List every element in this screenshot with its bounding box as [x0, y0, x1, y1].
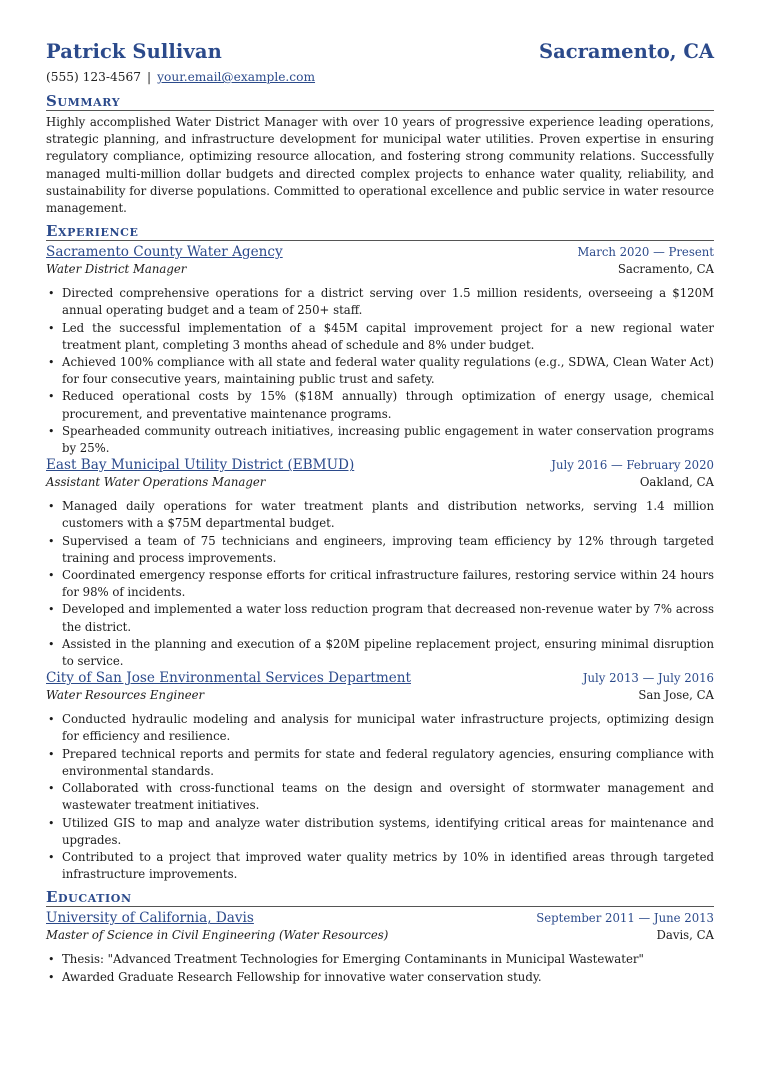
- employer-link[interactable]: Sacramento County Water Agency: [46, 244, 283, 261]
- list-item: • Contributed to a project that improved water quality metrics by 10% in identified areas through targeted infrastructure improvements.: [62, 849, 714, 883]
- contact-separator: |: [147, 70, 152, 84]
- list-item: • Managed daily operations for water treatment plants and distribution networks, serving 1.4 million customers with a $75M departmental budget.: [62, 498, 714, 532]
- candidate-location: Sacramento, CA: [539, 40, 714, 63]
- summary-text: Highly accomplished Water District Manager with over 10 years of progressive experience leading operations, strategic planning, and infrastructure development for municipal water utilities. Proven expertise in ensuring regulatory compliance, optimizing resource allocation, and fostering strong community relations. Successfully managed multi-million dollar budgets and directed complex projects to enhance water quality, reliability, and sustainability for diverse populations. Committed to operational excellence and public service in water resource management.: [46, 115, 714, 216]
- list-item: • Directed comprehensive operations for a district serving over 1.5 million residents, overseeing a $120M annual operating budget and a team of 250+ staff.: [62, 285, 714, 319]
- education-dates: September 2011 — June 2013: [536, 911, 714, 926]
- employment-dates: March 2020 — Present: [577, 245, 714, 260]
- resume-header: [46, 40, 714, 68]
- employment-dates: July 2016 — February 2020: [551, 458, 714, 473]
- experience-heading: Experience: [46, 223, 714, 241]
- candidate-name: Patrick Sullivan: [46, 40, 222, 63]
- experience-entry: [46, 244, 714, 457]
- list-item: • Reduced operational costs by 15% ($18M annually) through optimization of energy usage, chemical procurement, and preventative maintenance programs.: [62, 388, 714, 422]
- employer-link[interactable]: East Bay Municipal Utility District (EBMUD): [46, 457, 355, 474]
- school-location: Davis, CA: [656, 928, 714, 943]
- job-title: Assistant Water Operations Manager: [46, 475, 266, 490]
- experience-entry: [46, 670, 714, 883]
- list-item: • Achieved 100% compliance with all state and federal water quality regulations (e.g., SDWA, Clean Water Act) for four consecutive years, maintaining public trust and safety.: [62, 354, 714, 388]
- contact-line: [46, 70, 714, 87]
- achievement-list: [46, 285, 714, 457]
- job-title: Water District Manager: [46, 262, 187, 277]
- degree-title: Master of Science in Civil Engineering (Water Resources): [46, 928, 389, 943]
- education-details-list: [46, 951, 714, 985]
- education-entry: [46, 910, 714, 985]
- list-item: • Prepared technical reports and permits for state and federal regulatory agencies, ensuring compliance with environmental standards.: [62, 746, 714, 780]
- phone-number: (555) 123-4567: [46, 70, 142, 84]
- summary-heading: Summary: [46, 93, 714, 111]
- school-link[interactable]: University of California, Davis: [46, 910, 254, 927]
- list-item: • Awarded Graduate Research Fellowship for innovative water conservation study.: [62, 969, 714, 986]
- job-location: San Jose, CA: [638, 688, 714, 703]
- list-item: • Supervised a team of 75 technicians and engineers, improving team efficiency by 12% through targeted training and process improvements.: [62, 533, 714, 567]
- list-item: • Conducted hydraulic modeling and analysis for municipal water infrastructure projects, optimizing design for efficiency and resilience.: [62, 711, 714, 745]
- employer-link[interactable]: City of San Jose Environmental Services Department: [46, 670, 411, 687]
- job-title: Water Resources Engineer: [46, 688, 205, 703]
- job-location: Sacramento, CA: [617, 262, 714, 277]
- list-item: • Led the successful implementation of a $45M capital improvement project for a new regional water treatment plant, completing 3 months ahead of schedule and 8% under budget.: [62, 320, 714, 354]
- email-link[interactable]: your.email@example.com: [157, 70, 316, 84]
- list-item: • Collaborated with cross-functional teams on the design and oversight of stormwater management and wastewater treatment initiatives.: [62, 780, 714, 814]
- list-item: • Spearheaded community outreach initiatives, increasing public engagement in water conservation programs by 25%.: [62, 423, 714, 457]
- list-item: • Coordinated emergency response efforts for critical infrastructure failures, restoring service within 24 hours for 98% of incidents.: [62, 567, 714, 601]
- list-item: • Utilized GIS to map and analyze water distribution systems, identifying critical areas for maintenance and upgrades.: [62, 815, 714, 849]
- employment-dates: July 2013 — July 2016: [582, 671, 714, 686]
- education-heading: Education: [46, 889, 714, 907]
- experience-entry: [46, 457, 714, 670]
- list-item: • Developed and implemented a water loss reduction program that decreased non-revenue water by 7% across the district.: [62, 601, 714, 635]
- achievement-list: [46, 498, 714, 670]
- job-location: Oakland, CA: [639, 475, 714, 490]
- list-item: • Thesis: "Advanced Treatment Technologies for Emerging Contaminants in Municipal Wastewater": [62, 951, 714, 968]
- achievement-list: [46, 711, 714, 883]
- list-item: • Assisted in the planning and execution of a $20M pipeline replacement project, ensuring minimal disruption to service.: [62, 636, 714, 670]
